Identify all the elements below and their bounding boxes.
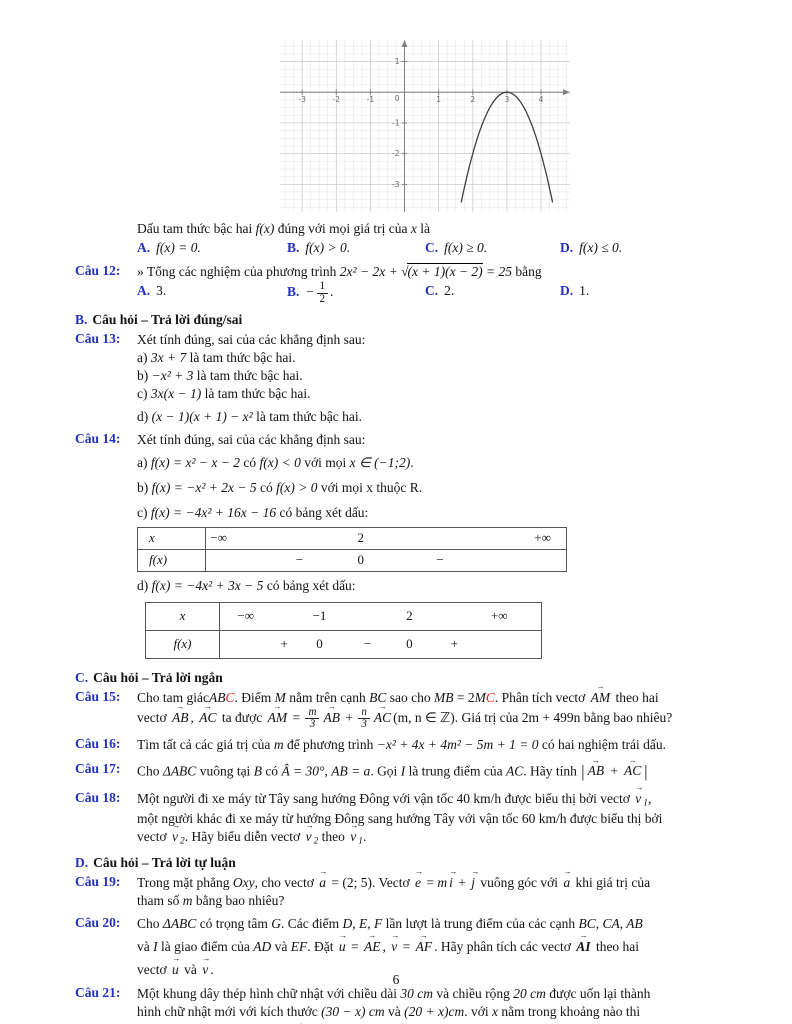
option-a (137, 238, 287, 258)
text-segment: (20 + x)cm (404, 1004, 465, 1020)
question-16 (75, 736, 717, 754)
text-segment: Oxy (232, 874, 255, 890)
cell: −∞ (210, 530, 227, 546)
section-b-letter: B. (75, 312, 88, 328)
question-19-line-2 (137, 892, 717, 910)
svg-text:-1: -1 (366, 95, 375, 105)
text-segment: là tam thức bậc hai. (201, 386, 311, 402)
text-segment: b) (137, 480, 152, 496)
text-segment: f(x) > 0 (276, 480, 318, 496)
fraction: $\frac{n}{3}$ (358, 707, 370, 731)
text-segment: , (648, 790, 652, 806)
text-segment: d) (137, 577, 152, 593)
sign-table-14c-header-values (206, 528, 566, 549)
text-segment: + (606, 763, 622, 779)
text-segment: 3x(x − 1) (150, 386, 202, 402)
question-14-item-b (137, 479, 717, 497)
svg-text:3: 3 (504, 95, 510, 105)
section-c-letter: C. (75, 669, 89, 685)
page-number: 6 (392, 972, 400, 987)
text-segment: EF (290, 938, 308, 954)
option-d (560, 238, 717, 258)
option-a-letter: A. (137, 239, 151, 255)
option-d-text: f(x) ≤ 0. (579, 239, 623, 255)
text-segment: v → (306, 828, 312, 846)
text-segment: với mọi x thuộc R. (317, 480, 423, 496)
text-segment: x (410, 221, 417, 236)
question-14-intro: Xét tính đúng, sai của các khẳng định sau: (137, 432, 366, 448)
text-segment: » Tổng các nghiệm của phương trình (137, 264, 340, 280)
question-14-item-d (137, 577, 717, 595)
question-12 (75, 263, 717, 305)
text-segment: có hai nghiệm trái dấu. (538, 737, 666, 753)
text-segment: nằm trên cạnh (285, 689, 370, 705)
text-segment: AF → (416, 938, 433, 956)
parabola-graph-svg (280, 40, 570, 212)
text-segment: Cho (137, 763, 163, 779)
cell: 0 (406, 636, 413, 652)
question-15-label: Câu 15: (75, 688, 121, 704)
text-segment: 2. (444, 283, 455, 299)
option-a-text (156, 283, 166, 298)
text-segment: M (274, 689, 286, 705)
cell: − (436, 552, 444, 568)
text-segment: khi giá trị của (572, 874, 651, 890)
sign-table-14c-sign-row (138, 549, 566, 571)
question-14-item-c (137, 504, 717, 522)
sign-table-14d-header-row (146, 603, 541, 630)
text-segment: f(x) = −4x² + 3x − 5 (151, 577, 264, 593)
cell: −1 (312, 608, 327, 624)
question-16-line (137, 736, 717, 754)
text-segment: a) (137, 350, 151, 366)
section-d-title: Câu hỏi – Trả lời tự luận (93, 854, 236, 870)
text-segment: BC (369, 689, 387, 705)
text-segment: 2 (313, 836, 319, 847)
text-segment: B (253, 763, 262, 779)
text-segment: (30 − x) cm (321, 1004, 385, 1020)
cell: − (363, 636, 372, 652)
text-segment: 2x² − 2x + (339, 264, 402, 280)
question-13-item-d (137, 408, 717, 426)
question-13 (75, 331, 717, 426)
sign-table-14d-x-label: x (146, 603, 220, 630)
text-segment: d) (137, 409, 152, 425)
text-segment: I (153, 938, 158, 954)
question-21-line-2 (137, 1003, 717, 1021)
text-segment: Cho tam giác (137, 689, 209, 705)
svg-text:2: 2 (470, 95, 476, 105)
text-segment: AC → (374, 709, 391, 727)
section-b-header (75, 312, 717, 328)
text-segment: . Các điểm (281, 915, 343, 931)
question-15 (75, 689, 717, 731)
text-segment: vectơ (137, 828, 170, 844)
text-segment: u → (172, 961, 179, 979)
question-18-label: Câu 18: (75, 789, 121, 805)
text-segment: = (2; 5). Vectơ (328, 874, 413, 890)
text-segment: . (210, 961, 214, 977)
text-segment: . Phân tích vectơ (494, 689, 589, 705)
question-11-label-spacer (75, 220, 137, 258)
text-segment: được uốn lại thành (545, 986, 651, 1002)
text-segment: , (190, 709, 198, 725)
text-segment: Dấu tam thức bậc hai (137, 221, 256, 236)
question-17 (75, 761, 717, 783)
sign-table-14d-header-values (220, 603, 541, 630)
cell: + (280, 636, 288, 652)
text-segment: b) (137, 368, 152, 384)
option-d-letter: D. (560, 239, 574, 255)
text-segment: có (256, 480, 277, 496)
option-d (560, 281, 717, 305)
text-segment: bằng (512, 264, 542, 280)
question-21-label: Câu 21: (75, 985, 121, 1001)
text-segment: 1. (579, 283, 590, 299)
text-segment: theo (318, 828, 349, 844)
sign-table-14c-header-row (138, 528, 566, 549)
text-segment: AC → (624, 762, 641, 780)
text-segment: AE → (364, 938, 381, 956)
sign-table-14c-x-label: x (138, 528, 206, 549)
cell: 0 (357, 552, 365, 568)
question-13-label: Câu 13: (75, 331, 121, 347)
text-segment: . Hãy biểu diễn vectơ (184, 828, 304, 844)
text-segment: v → (635, 790, 641, 808)
text-segment: I (400, 763, 406, 779)
document-content (0, 220, 792, 1024)
text-segment: f(x) < 0 (259, 455, 301, 471)
question-17-label: Câu 17: (75, 761, 121, 777)
text-segment: m (182, 892, 193, 908)
text-segment: M (474, 689, 486, 705)
text-segment: f(x) = −4x² + 16x − 16 (150, 505, 277, 520)
question-18-line-1 (137, 790, 717, 810)
question-18-line-3 (137, 828, 717, 848)
cell: 2 (406, 608, 413, 624)
sign-table-14d-fx-label: f(x) (146, 631, 220, 658)
cell: − (295, 552, 304, 568)
text-segment: AM → (268, 709, 288, 727)
text-segment: AB → (172, 709, 189, 727)
text-segment: . với (464, 1004, 492, 1020)
text-segment: | (581, 762, 585, 782)
text-segment: a → (563, 874, 570, 892)
option-b-letter: B. (287, 284, 300, 300)
text-segment: vuông tại (196, 763, 254, 779)
question-13-item-c (137, 385, 717, 403)
text-segment: Một người đi xe máy từ Tây sang hướng Đông với vận tốc 40 km/h được biểu thị bởi vectơ (137, 790, 634, 806)
text-segment: j → (471, 874, 475, 892)
text-segment: . (410, 455, 414, 471)
text-segment: − (305, 284, 315, 300)
cell: +∞ (490, 608, 508, 624)
question-18-line-2 (137, 810, 717, 828)
text-segment: AB (208, 689, 226, 705)
text-segment: v → (391, 938, 397, 956)
text-segment: . Hãy phân tích các vectơ (434, 938, 575, 954)
option-d-letter: D. (560, 283, 574, 299)
text-segment: AD (253, 938, 272, 954)
text-segment: c) (137, 505, 151, 520)
option-b-letter: B. (287, 239, 300, 255)
question-14-label: Câu 14: (75, 431, 121, 447)
cell: 0 (316, 636, 323, 652)
cell: −∞ (237, 608, 254, 624)
text-segment: có (239, 455, 260, 471)
svg-text:-3: -3 (392, 179, 400, 189)
text-segment: e → (415, 874, 421, 892)
text-segment: là tam thức bậc hai. (252, 409, 362, 425)
svg-text:4: 4 (538, 95, 544, 105)
text-segment: . (363, 828, 367, 844)
text-segment: c) (137, 386, 151, 402)
question-13-intro: Xét tính đúng, sai của các khẳng định sau: (137, 332, 366, 348)
question-12-label: Câu 12: (75, 263, 121, 279)
sign-table-14d-sign-values (220, 631, 541, 658)
text-segment: , (324, 763, 332, 779)
text-segment: v → (350, 828, 356, 846)
text-segment: G (271, 915, 282, 931)
text-segment: AC → (199, 709, 216, 727)
text-segment: D, E, F (342, 915, 383, 931)
section-d-letter: D. (75, 854, 89, 870)
text-segment: Tìm tất cả các giá trị của (137, 737, 274, 753)
text-segment: sao cho (386, 689, 434, 705)
cell: + (450, 636, 458, 652)
text-segment: v → (202, 961, 208, 979)
text-segment: là tam thức bậc hai. (186, 350, 296, 366)
text-segment: AC (506, 763, 524, 779)
text-segment: i → (449, 874, 453, 892)
question-20 (75, 915, 717, 979)
text-segment: lần lượt là trung điểm của các cạnh (382, 915, 579, 931)
text-segment: = (347, 938, 362, 954)
text-segment: và (180, 961, 201, 977)
section-c-title: Câu hỏi – Trả lời ngắn (93, 669, 223, 685)
option-c-text: f(x) ≥ 0. (444, 239, 488, 255)
text-segment: MB (433, 689, 454, 705)
text-segment: ΔABC (162, 763, 197, 779)
sign-table-14d-sign-row (146, 630, 541, 658)
text-segment: BC, CA, AB (578, 915, 643, 931)
text-segment: 1 (358, 836, 364, 847)
text-segment: một người khác đi xe máy từ hướng Đông sang hướng Tây với vận tốc 60 km/h được biểu thị bởi (137, 810, 663, 826)
question-19 (75, 874, 717, 910)
text-segment: . Điểm (234, 689, 275, 705)
text-segment: , (382, 938, 390, 954)
text-segment: là giao điểm của (157, 938, 254, 954)
text-segment: f(x) = x² − x − 2 (150, 455, 240, 471)
text-segment: vectơ (137, 961, 170, 977)
text-segment: Cho (137, 915, 163, 931)
text-segment: −x² + 4x + 4m² − 5m + 1 = 0 (376, 737, 539, 753)
text-segment: ta được (218, 709, 266, 725)
text-segment: (m, n ∈ ℤ). Giá trị của 2m + 499n bằng bao nhiêu? (393, 709, 673, 725)
svg-text:0: 0 (394, 94, 400, 104)
option-c (425, 238, 560, 258)
question-13-item-b (137, 367, 717, 385)
text-segment: AB → (588, 762, 605, 780)
question-16-label: Câu 16: (75, 736, 121, 752)
text-segment: tham số (137, 892, 183, 908)
text-segment: và (137, 938, 154, 954)
text-segment: với mọi (300, 455, 350, 471)
option-b-text: f(x) > 0. (305, 239, 351, 255)
text-segment: = (423, 874, 438, 890)
svg-text:-2: -2 (332, 95, 341, 105)
text-segment: v → (172, 828, 178, 846)
option-a (137, 281, 287, 305)
text-segment: . Gọi (370, 763, 401, 779)
text-segment: có bảng xét dấu: (263, 577, 356, 593)
option-c-text (444, 283, 454, 298)
fraction: $\frac{m}{3}$ (305, 707, 319, 731)
text-segment: vuông góc với (477, 874, 562, 890)
text-segment: √ (401, 264, 409, 280)
text-segment: có (261, 763, 282, 779)
question-20-line-1 (137, 915, 717, 933)
section-c-header (75, 670, 717, 686)
text-segment: x ∈ (−1;2) (349, 455, 411, 471)
cell: 2 (357, 530, 365, 546)
sign-table-14d (145, 602, 542, 659)
text-segment: là tam thức bậc hai. (193, 368, 303, 384)
text-segment: ΔABC (162, 915, 197, 931)
svg-text:-3: -3 (298, 95, 306, 105)
question-11-options (137, 238, 717, 258)
svg-text:-2: -2 (392, 149, 400, 159)
question-19-label: Câu 19: (75, 873, 121, 889)
question-11 (75, 220, 717, 258)
text-segment: 20 cm (513, 986, 546, 1002)
text-segment: + (454, 874, 470, 890)
text-segment: | (644, 762, 648, 782)
text-segment: m (273, 737, 284, 753)
question-18 (75, 790, 717, 848)
option-a-letter: A. (137, 283, 151, 299)
text-segment: m (437, 874, 448, 890)
text-segment: có bảng xét dấu: (276, 505, 369, 520)
question-19-line-1 (137, 874, 717, 892)
text-segment: vectơ (137, 709, 170, 725)
fraction: $\frac{1}{2}$ (317, 281, 329, 305)
parabola-graph (280, 40, 570, 212)
text-segment: . Đặt (307, 938, 337, 954)
question-21-line-1 (137, 985, 717, 1003)
question-11-prompt (137, 220, 717, 238)
text-segment: 3x + 7 (150, 350, 187, 366)
text-segment: bằng bao nhiêu? (192, 892, 285, 908)
text-segment: AM → (591, 689, 611, 707)
text-segment: 30 cm (400, 986, 434, 1002)
text-segment: nằm trong khoảng nào thì (497, 1004, 641, 1020)
text-segment: f(x) (255, 221, 275, 236)
question-14-item-a (137, 454, 717, 472)
text-segment: và (384, 1004, 405, 1020)
text-segment: Một khung dây thép hình chữ nhật với chiều dài (137, 986, 401, 1002)
option-d-text (579, 283, 589, 298)
question-17-line (137, 761, 717, 783)
text-segment: . Hãy tính (523, 763, 581, 779)
text-segment: AI → (576, 938, 590, 956)
text-segment: = (399, 938, 414, 954)
text-segment: + (341, 709, 357, 725)
sign-table-14c-sign-values (206, 550, 566, 571)
question-21 (75, 985, 717, 1024)
text-segment: Â = 30° (281, 763, 325, 779)
text-segment: và (271, 938, 291, 954)
text-segment: , cho vectơ (254, 874, 318, 890)
question-15-line-1 (137, 689, 717, 707)
text-segment: 2 (180, 836, 185, 847)
text-segment: có trọng tâm (196, 915, 272, 931)
sign-table-14c (137, 527, 567, 572)
cell: +∞ (534, 530, 551, 546)
text-segment: = 2 (453, 689, 475, 705)
text-segment: Trong mặt phẳng (137, 874, 233, 890)
sign-table-14c-fx-label: f(x) (138, 550, 206, 571)
question-14 (75, 431, 717, 663)
text-segment: = (289, 709, 304, 725)
option-b-text (305, 280, 334, 305)
text-segment: 1 (643, 798, 649, 809)
option-b (287, 281, 425, 305)
svg-text:-1: -1 (392, 118, 400, 128)
text-segment: C (485, 689, 495, 705)
question-20-label: Câu 20: (75, 914, 121, 930)
question-12-prompt (137, 263, 717, 281)
text-segment: AB = a (331, 763, 371, 779)
option-c (425, 281, 560, 305)
text-segment: và chiều rộng (433, 986, 514, 1002)
text-segment: theo hai (612, 689, 659, 705)
svg-text:1: 1 (394, 57, 400, 66)
text-segment: f(x) = −x² + 2x − 5 (151, 480, 257, 496)
section-b-title: Câu hỏi – Trả lời đúng/sai (92, 312, 243, 328)
question-15-line-2 (137, 707, 717, 731)
text-segment: đúng với mọi giá trị của (274, 221, 411, 236)
text-segment: C (225, 689, 235, 705)
question-20-line-2 (137, 938, 717, 956)
text-segment: a → (319, 874, 326, 892)
option-b (287, 238, 425, 258)
text-segment: để phương trình (283, 737, 377, 753)
text-segment: −x² + 3 (151, 368, 194, 384)
question-13-item-a (137, 349, 717, 367)
option-a-text: f(x) = 0. (156, 239, 201, 255)
section-d-header (75, 855, 717, 871)
text-segment: hình chữ nhật mới với kích thước (137, 1004, 322, 1020)
text-segment: (x + 1)(x − 2) (407, 264, 483, 280)
question-12-options (137, 281, 717, 305)
text-segment: 3. (156, 283, 167, 299)
svg-text:1: 1 (436, 95, 441, 105)
option-c-letter: C. (425, 283, 439, 299)
text-segment: x (491, 1004, 498, 1020)
text-segment: . (330, 284, 334, 300)
text-segment: (x − 1)(x + 1) − x² (151, 409, 253, 425)
text-segment: là trung điểm của (405, 763, 507, 779)
option-c-letter: C. (425, 239, 439, 255)
text-segment: theo hai (592, 938, 640, 954)
text-segment: AB → (323, 709, 340, 727)
text-segment: là (416, 221, 431, 236)
text-segment: = 25 (482, 264, 513, 280)
text-segment: u → (339, 938, 346, 956)
text-segment: a) (137, 455, 151, 471)
